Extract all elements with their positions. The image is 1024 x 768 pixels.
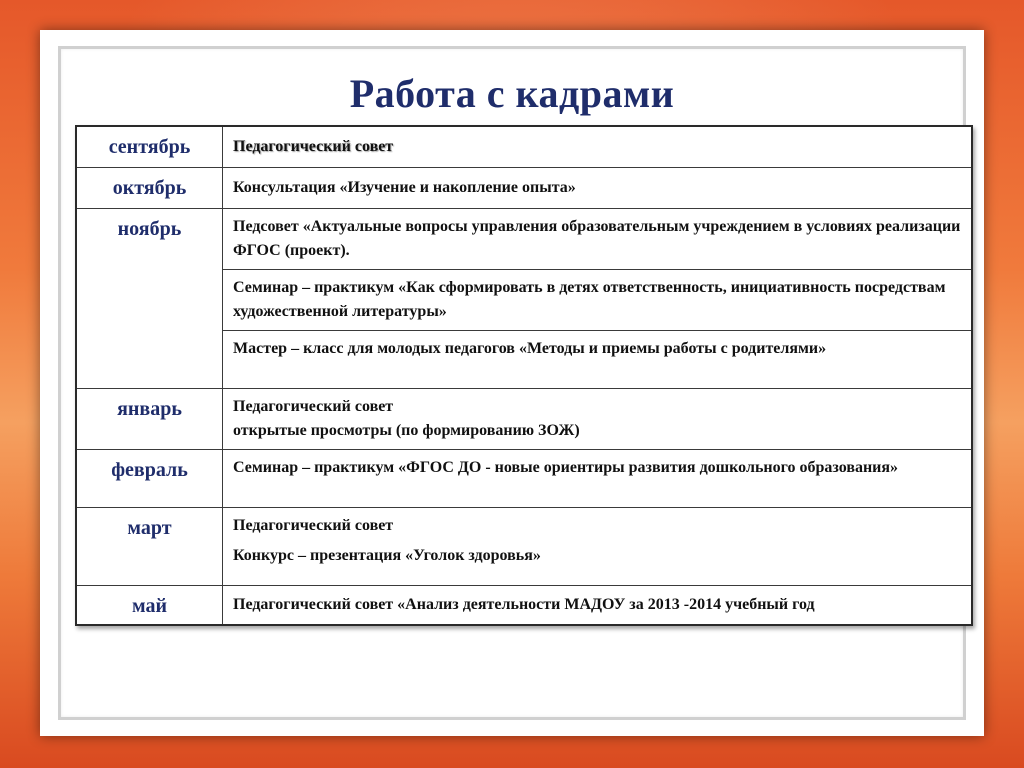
event-line: Мастер – класс для молодых педагогов «Методы и приемы работы с родителями» [233,339,827,357]
event-line: Педагогический совет «Анализ деятельности МАДОУ за 2013 -2014 учебный год [233,595,815,613]
event-line: Семинар – практикум «Как сформировать в детях ответственность, инициативность посредствам художественной литературы» [233,278,946,320]
event-line: Педагогический совет [233,516,394,534]
table-row [76,585,972,625]
table-row [76,388,972,449]
month-cell: январь [76,388,223,449]
month-cell: сентябрь [76,126,223,167]
event-cell [223,330,973,388]
month-cell: октябрь [76,167,223,208]
page-title: Работа с кадрами [349,71,675,116]
event-cell [223,507,973,585]
event-line: Педагогический совет [233,138,394,155]
event-line: Семинар – практикум «ФГОС ДО - новые ориентиры развития дошкольного образования» [233,458,899,476]
table-row [76,208,972,269]
event-cell [223,167,973,208]
event-line: Конкурс – презентация «Уголок здоровья» [233,546,541,564]
event-cell [223,449,973,507]
table-row [76,449,972,507]
event-cell [223,388,973,449]
event-line: Педагогический совет [233,397,394,415]
month-cell: ноябрь [76,208,223,388]
event-line: Педсовет «Актуальные вопросы управления образовательным учреждением в условиях реализации ФГОС (проект). [233,217,961,259]
month-cell: март [76,507,223,585]
schedule-table [75,125,973,626]
event-line: Консультация «Изучение и накопление опыта» [233,178,576,196]
event-line: открытые просмотры (по формированию ЗОЖ) [233,421,580,439]
table-row [76,167,972,208]
table-row [76,126,972,167]
month-cell: февраль [76,449,223,507]
event-cell [223,208,973,269]
event-cell [223,269,973,330]
table-row [76,507,972,585]
month-cell: май [76,585,223,625]
event-cell [223,585,973,625]
event-cell [223,126,973,167]
